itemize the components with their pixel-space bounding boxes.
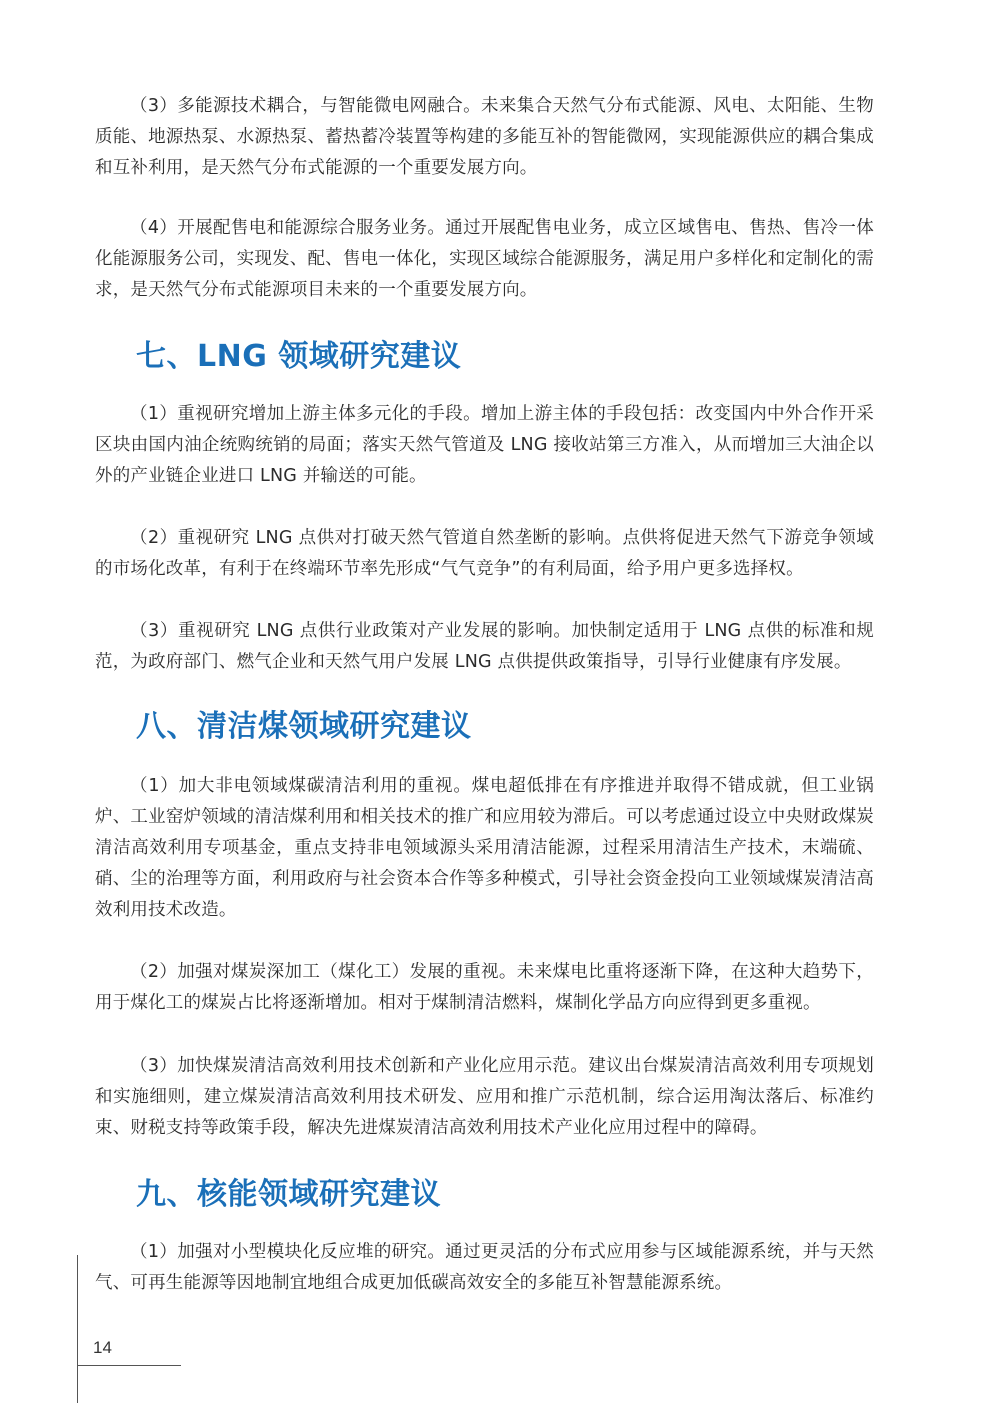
paragraph-text: （3）多能源技术耦合，与智能微电网融合。未来集合天然气分布式能源、风电、太阳能、生物质能、地源热泵、水源热泵、蓄热蓄冷装置等构建的多能互补的智能微网，实现能源供应的耦合集成和互补利用，是天然气分布式能源的一个重要发展方向。 xyxy=(95,96,874,178)
paragraph-text: （3）重视研究 LNG 点供行业政策对产业发展的影响。加快制定适用于 LNG 点供的标准和规范，为政府部门、燃气企业和天然气用户发展 LNG 点供提供政策指导，引导行业健康有序发展。 xyxy=(95,621,874,672)
page-number: 14 xyxy=(93,1338,112,1357)
paragraph-lng-point-supply-policy xyxy=(95,616,874,678)
footer-horizontal-rule xyxy=(77,1365,181,1366)
paragraph-upstream-diversification xyxy=(95,399,874,492)
paragraph-text: （2）加强对煤炭深加工（煤化工）发展的重视。未来煤电比重将逐渐下降，在这种大趋势下，用于煤化工的煤炭占比将逐渐增加。相对于煤制清洁燃料，煤制化学品方向应得到更多重视。 xyxy=(95,962,874,1013)
paragraph-text: （1）重视研究增加上游主体多元化的手段。增加上游主体的手段包括：改变国内中外合作开采区块由国内油企统购统销的局面；落实天然气管道及 LNG 接收站第三方准入，从而增加三大油企以外的产业链企业进口 LNG 并输送的可能。 xyxy=(95,404,874,486)
section-heading-lng: 七、LNG 领域研究建议 xyxy=(136,339,462,374)
paragraph-text: （2）重视研究 LNG 点供对打破天然气管道自然垄断的影响。点供将促进天然气下游竞争领域的市场化改革，有利于在终端环节率先形成“气气竞争”的有利局面，给予用户更多选择权。 xyxy=(95,528,874,579)
paragraph-text: （4）开展配售电和能源综合服务业务。通过开展配售电业务，成立区域售电、售热、售冷一体化能源服务公司，实现发、配、售电一体化，实现区域综合能源服务，满足用户多样化和定制化的需求，是天然气分布式能源项目未来的一个重要发展方向。 xyxy=(95,218,874,300)
paragraph-non-power-coal-use xyxy=(95,771,874,926)
paragraph-text: （3）加快煤炭清洁高效利用技术创新和产业化应用示范。建议出台煤炭清洁高效利用专项规划和实施细则，建立煤炭清洁高效利用技术研发、应用和推广示范机制，综合运用淘汰落后、标准约束、财税支持等政策手段，解决先进煤炭清洁高效利用技术产业化应用过程中的障碍。 xyxy=(95,1056,874,1138)
paragraph-multi-energy-coupling xyxy=(95,91,874,184)
paragraph-power-distribution-services xyxy=(95,213,874,306)
paragraph-text: （1）加强对小型模块化反应堆的研究。通过更灵活的分布式应用参与区域能源系统，并与天然气、可再生能源等因地制宜地组合成更加低碳高效安全的多能互补智慧能源系统。 xyxy=(95,1242,874,1293)
paragraph-lng-point-supply-monopoly xyxy=(95,523,874,585)
paragraph-coal-tech-innovation xyxy=(95,1051,874,1144)
section-heading-nuclear: 九、核能领域研究建议 xyxy=(136,1177,441,1212)
paragraph-coal-deep-processing xyxy=(95,957,874,1019)
paragraph-text: （1）加大非电领域煤碳清洁利用的重视。煤电超低排在有序推进并取得不错成就，但工业锅炉、工业窑炉领域的清洁煤利用和相关技术的推广和应用较为滞后。可以考虑通过设立中央财政煤炭清洁高效利用专项基金，重点支持非电领域源头采用清洁能源，过程采用清洁生产技术，末端硫、硝、尘的治理等方面，利用政府与社会资本合作等多种模式，引导社会资金投向工业领域煤炭清洁高效利用技术改造。 xyxy=(95,776,874,920)
section-heading-clean-coal: 八、清洁煤领域研究建议 xyxy=(136,709,472,744)
paragraph-small-modular-reactor xyxy=(95,1237,874,1299)
footer-vertical-rule xyxy=(77,1255,78,1403)
